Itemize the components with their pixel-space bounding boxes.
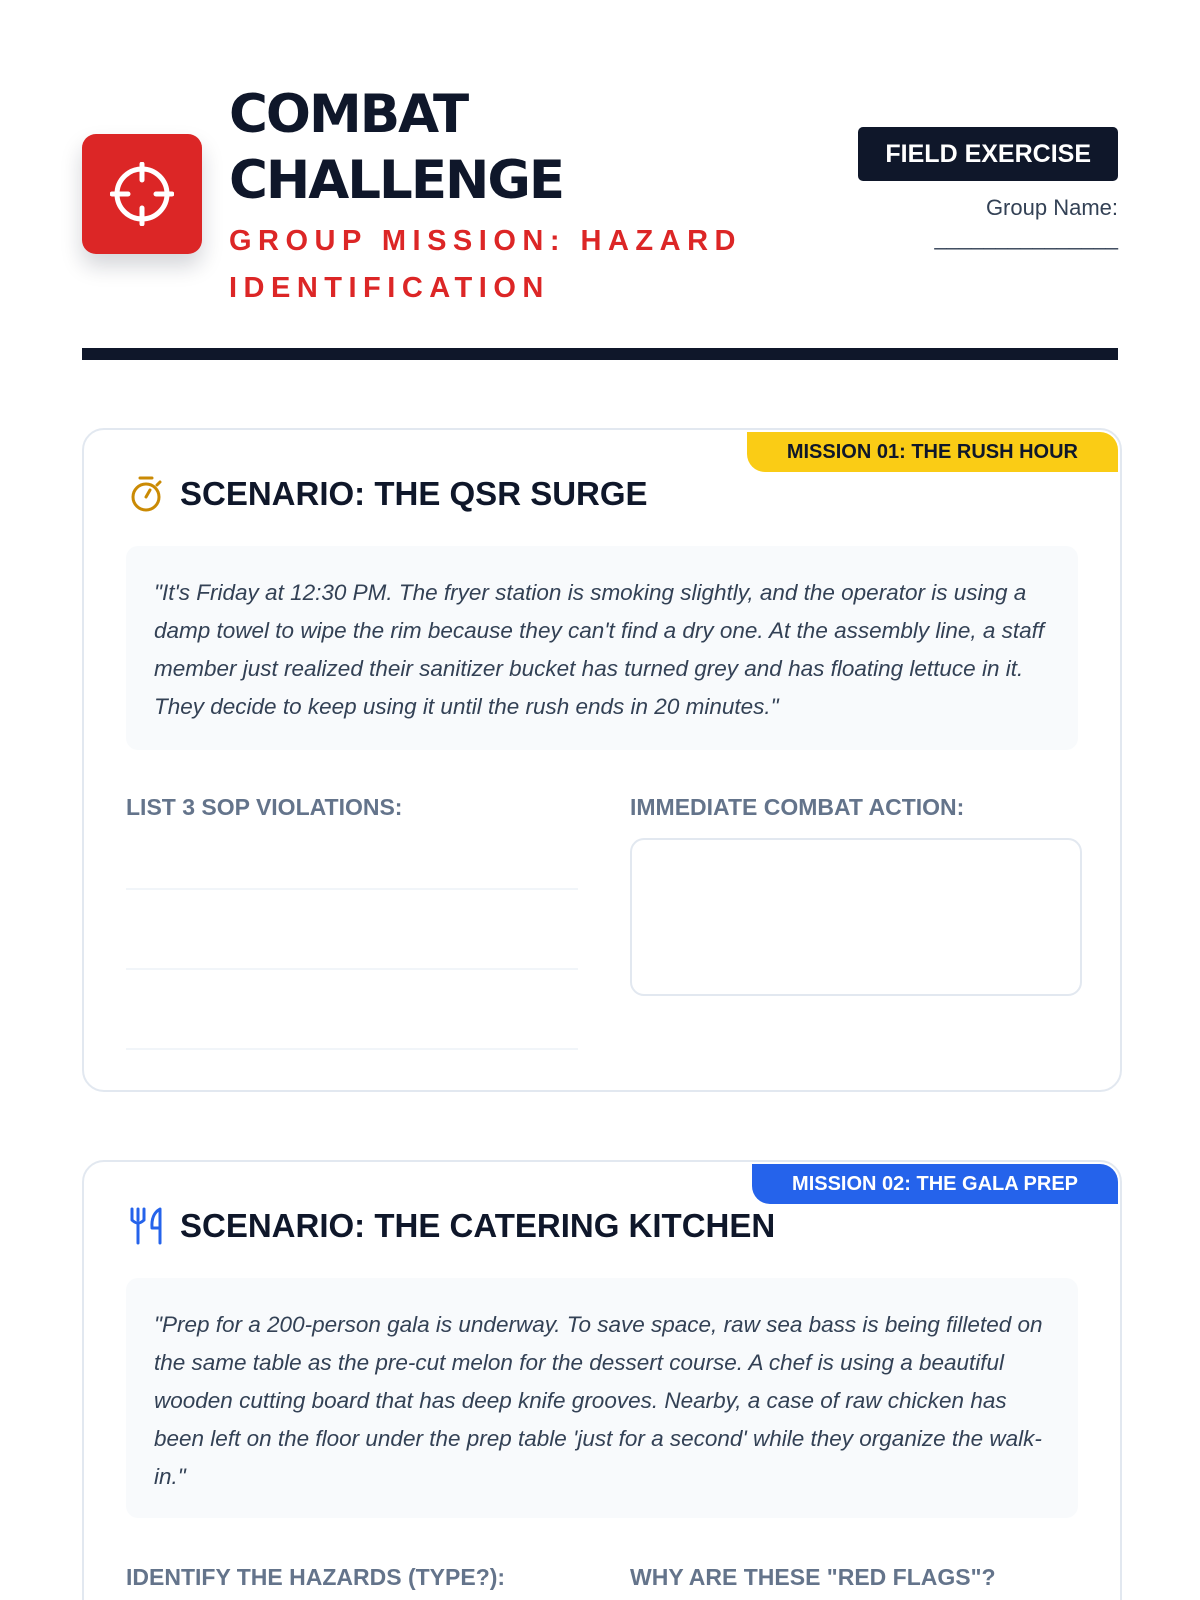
scenario-heading <box>126 472 648 516</box>
scenario-title: SCENARIO: THE QSR SURGE <box>180 475 648 512</box>
stopwatch-icon <box>126 474 166 514</box>
header-right <box>858 127 1118 253</box>
page-subtitle: GROUP MISSION: HAZARD IDENTIFICATION <box>229 225 742 304</box>
utensils-icon <box>126 1206 166 1246</box>
logo-tile <box>82 134 202 254</box>
scenario-text: "It's Friday at 12:30 PM. The fryer station is smoking slightly, and the operator is using a damp towel to wipe the rim because they can't find a dry one. At the assembly line, a staff member just realized their sanitizer bucket has turned grey and has floating lettuce in it. They decide to keep using it until the rush ends in 20 minutes." <box>126 546 1078 750</box>
page-title: COMBAT CHALLENGE <box>229 84 564 211</box>
mission-card-1 <box>82 428 1122 1092</box>
answer-line-2[interactable] <box>126 968 578 970</box>
group-name-blank[interactable]: _______________ <box>934 225 1118 250</box>
action-answer-box[interactable] <box>630 838 1082 996</box>
group-name-label: Group Name: <box>985 195 1118 220</box>
red-flags-label: WHY ARE THESE "RED FLAGS"? <box>630 1564 996 1590</box>
mission-tag: MISSION 01: THE RUSH HOUR <box>747 432 1118 472</box>
violations-label: LIST 3 SOP VIOLATIONS: <box>126 794 403 820</box>
action-label: IMMEDIATE COMBAT ACTION: <box>630 794 965 820</box>
hazards-label: IDENTIFY THE HAZARDS (TYPE?): <box>126 1564 506 1590</box>
answer-line-1[interactable] <box>126 888 578 890</box>
mission-card-2 <box>82 1160 1122 1600</box>
title-block <box>229 82 749 312</box>
scenario-title: SCENARIO: THE CATERING KITCHEN <box>180 1207 776 1244</box>
field-exercise-badge: FIELD EXERCISE <box>858 127 1118 181</box>
crosshair-icon <box>110 162 174 226</box>
scenario-text: "Prep for a 200-person gala is underway. To save space, raw sea bass is being filleted on the same table as the pre-cut melon for the dessert course. A chef is using a beautiful wooden cutting board that has deep knife grooves. Nearby, a case of raw chicken has been left on the floor under the prep table 'just for a second' while they organize the walk-in." <box>126 1278 1078 1518</box>
worksheet-header <box>82 0 1118 360</box>
header-divider <box>82 348 1118 360</box>
mission-tag: MISSION 02: THE GALA PREP <box>752 1164 1118 1204</box>
scenario-heading <box>126 1204 775 1248</box>
answer-line-3[interactable] <box>126 1048 578 1050</box>
